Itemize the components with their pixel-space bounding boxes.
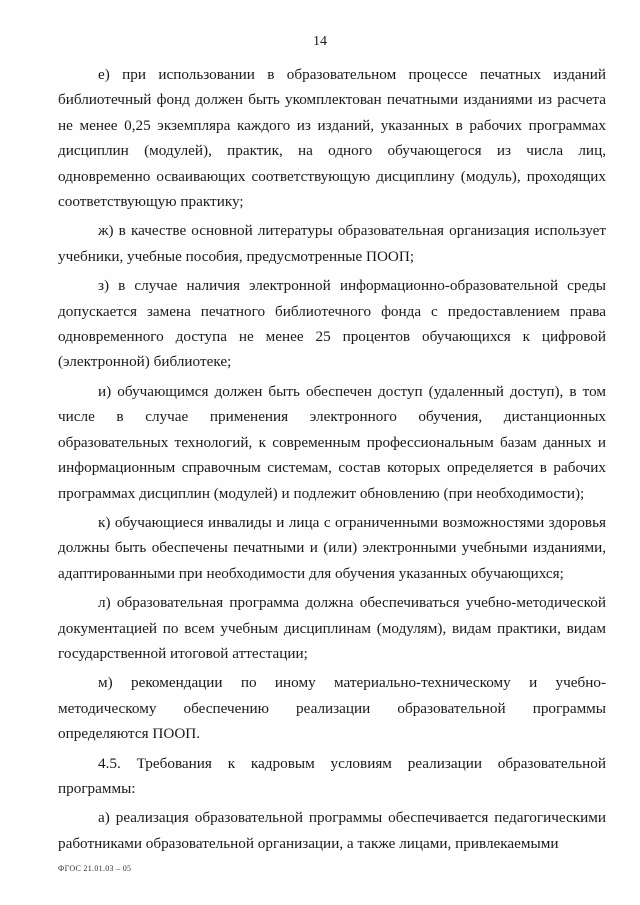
paragraph-l: л) образовательная программа должна обеспечиваться учебно-методической документацией по всем учебным дисциплинам (модулям), видам практики, видам государственной итоговой аттестации;	[58, 594, 606, 662]
page-number: 14	[313, 34, 327, 49]
paragraph-k: к) обучающиеся инвалиды и лица с ограниченными возможностями здоровья должны быть обеспечены печатными и (или) электронными учебными изданиями, адаптированными при необходимости для обучения указанных обучающихся;	[58, 513, 606, 582]
document-body	[58, 62, 606, 856]
paragraph-e: е) при использовании в образовательном процессе печатных изданий библиотечный фонд должен быть укомплектован печатными изданиями из расчета не менее 0,25 экземпляра каждого из изданий, указанных в рабочих программах дисциплин (модулей), практик, на одного обучающегося из числа лиц, одновременно осваивающих соответствующую дисциплину (модуль), проходящих соответствующую практику;	[58, 66, 606, 211]
paragraph-zh: ж) в качестве основной литературы образовательная организация использует учебники, учебные пособия, предусмотренные ПООП;	[58, 222, 606, 265]
paragraph-z: з) в случае наличия электронной информационно-образовательной среды допускается замена печатного библиотечного фонда с предоставлением права одновременного доступа не менее 25 процентов обучающихся к цифровой (электронной) библиотеке;	[58, 277, 606, 371]
paragraph-m: м) рекомендации по иному материально-техническому и учебно-методическому обеспечению реализации образовательной программы определяются ПООП.	[58, 674, 606, 743]
paragraph-i: и) обучающимся должен быть обеспечен доступ (удаленный доступ), в том числе в случае применения электронного обучения, дистанционных образовательных технологий, к современным профессиональным базам данных и информационным справочным системам, состав которых определяется в рабочих программах дисциплин (модулей) и подлежит обновлению (при необходимости);	[58, 382, 606, 502]
section-heading-4-5: 4.5. Требования к кадровым условиям реализации образовательной программы:	[58, 754, 606, 797]
document-footer-code: ФГОС 21.01.03 – 05	[58, 864, 132, 873]
paragraph-a: а) реализация образовательной программы обеспечивается педагогическими работниками образовательной организации, а также лицами, привлекаемыми	[58, 809, 606, 852]
